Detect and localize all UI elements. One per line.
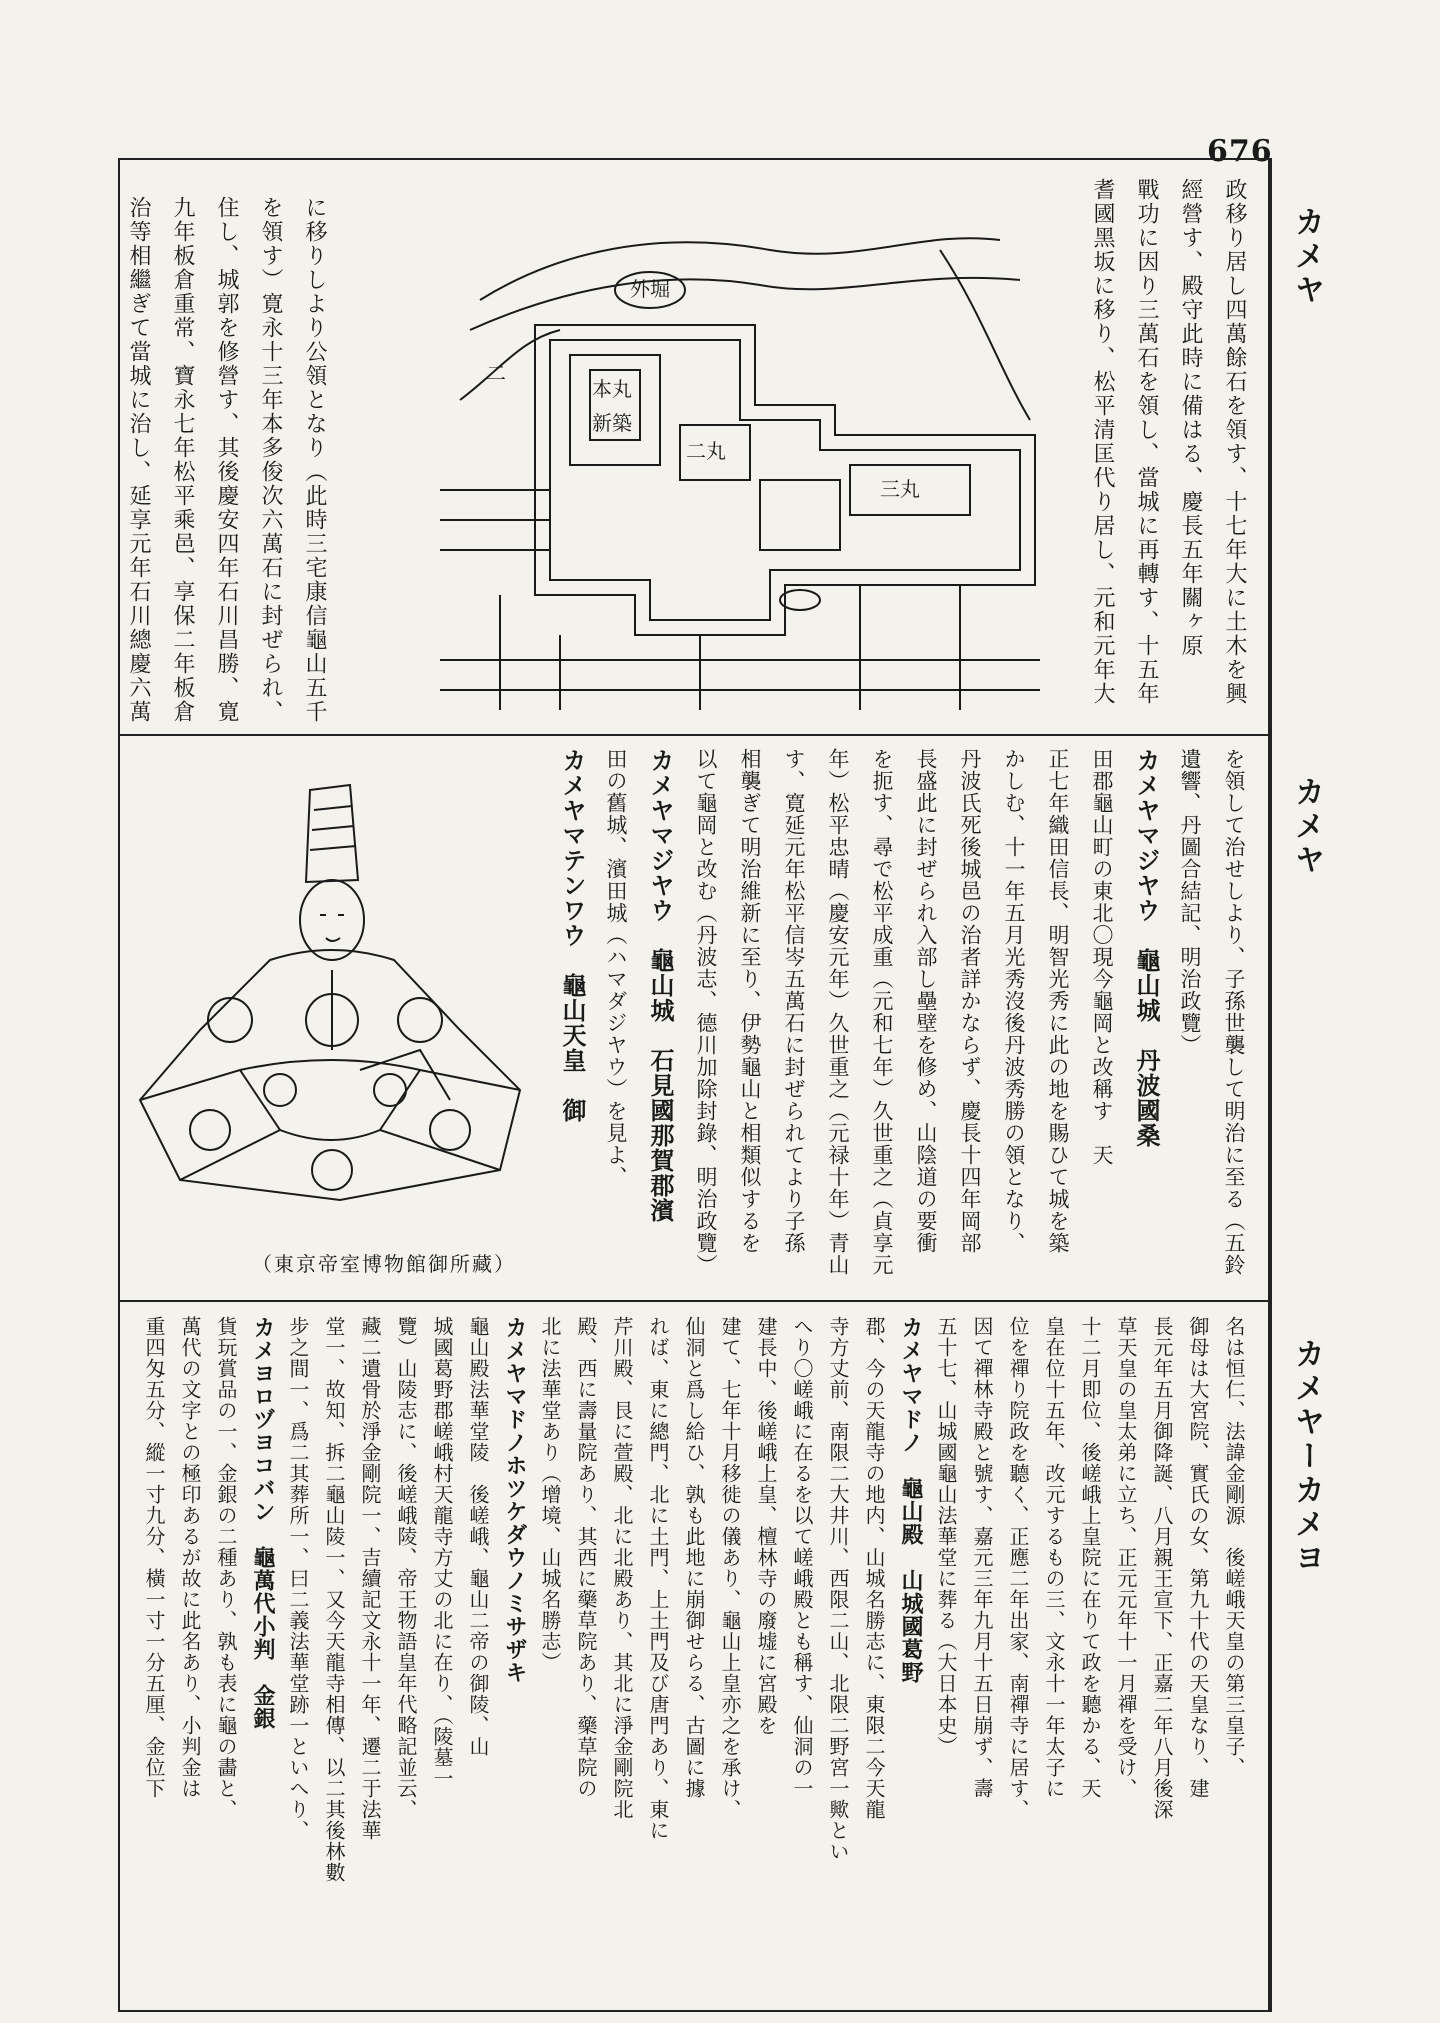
text-column: に移りしより公領となり（此時三宅康信龜山五千 — [302, 196, 327, 724]
text-column: 戰功に因り三萬石を領し、當城に再轉す、十五年 — [1134, 178, 1159, 706]
margin-rule — [1270, 158, 1272, 2012]
text-column: 丹波氏死後城邑の治者詳かならず、慶長十四年岡部 — [958, 748, 982, 1254]
text-column: 田郡龜山町の東北〇現今龜岡と改稱す 天 — [1090, 748, 1114, 1166]
text-column: 龜山殿法華堂陵 後嵯峨、龜山二帝の御陵、山 — [466, 1316, 490, 1757]
text-column: 覽）山陵志に、後嵯峨陵、帝王物語皇年代略記並云、 — [394, 1316, 418, 1820]
text-column: 建て、七年十月移徙の儀あり、龜山上皇亦之を承け、 — [718, 1316, 742, 1820]
text-column: 貨玩賞品の一、金銀の二種あり、孰も表に龜の畵と、 — [214, 1316, 238, 1820]
text-column: 殿、西に壽量院あり、其西に藥草院あり、藥草院の — [574, 1316, 598, 1799]
portrait-caption: （東京帝室博物館御所藏） — [252, 1252, 516, 1276]
text-column: 重四匁五分、縱一寸九分、橫一寸一分五厘、金位下 — [142, 1316, 166, 1799]
text-column: 治等相繼ぎて當城に治し、延享元年石川總慶六萬 — [126, 196, 151, 724]
text-column: 芹川殿、艮に萱殿、北に北殿あり、其北に淨金剛院北 — [610, 1316, 634, 1820]
text-column: 城國葛野郡嵯峨村天龍寺方丈の北に在り、（陵墓一 — [430, 1316, 454, 1789]
text-column: 五十七、山城國龜山法華堂に葬る（大日本史） — [934, 1316, 958, 1757]
text-column: 相襲ぎて明治維新に至り、伊勢龜山と相類似するを — [738, 748, 762, 1254]
emperor-portrait-figure — [120, 770, 540, 1230]
margin-header-top: カメヤ — [1289, 206, 1324, 308]
text-column: 經營す、殿守此時に備はる、慶長五年關ヶ原 — [1178, 178, 1203, 658]
text-column: 草天皇の皇太弟に立ち、正元元年十一月禪を受け、 — [1114, 1316, 1138, 1799]
entry-heading-kameyama-dono: カメヤマドノ 龜山殿 山城國葛野 — [898, 1316, 923, 1684]
text-column: 遺響、丹圖合結記、明治政覽） — [1178, 748, 1202, 1056]
text-column: 長盛此に封ぜられ入部し壘壁を修め、山陰道の要衝 — [914, 748, 938, 1254]
row-divider-1 — [118, 734, 1270, 736]
text-column: 住し、城郭を修營す、其後慶安四年石川昌勝、寛 — [214, 196, 239, 724]
text-column: 正七年織田信長、明智光秀に此の地を賜ひて城を築 — [1046, 748, 1070, 1254]
map-label: 外堀 — [630, 277, 670, 301]
text-column: 以て龜岡と改む（丹波志、德川加除封錄、明治政覽） — [694, 748, 718, 1276]
text-column: を領して治せしより、子孫世襲して明治に至る（五鈴 — [1222, 748, 1246, 1276]
text-column: 因て禪林寺殿と號す、嘉元三年九月十五日崩ず、壽 — [970, 1316, 994, 1799]
text-column: 位を禪り院政を聽く、正應二年出家、南禪寺に居す、 — [1006, 1316, 1030, 1820]
map-label: 二丸 — [686, 439, 726, 463]
text-column: す、寛延元年松平信岑五萬石に封ぜられてより子孫 — [782, 748, 806, 1254]
entry-heading-kameyama-tennou: カメヤマテンワウ 龜山天皇 御 — [558, 748, 586, 1123]
text-column: 皇在位十五年、改元するもの三、文永十一年太子に — [1042, 1316, 1066, 1799]
entry-heading-kameyorozuyo-koban: カメヨロヅヨコバン 龜萬代小判 金銀 — [250, 1316, 275, 1730]
page-number: 676 — [1207, 134, 1273, 169]
text-column: かしむ、十一年五月光秀沒後丹波秀勝の領となり、 — [1002, 748, 1026, 1254]
text-column: へり〇嵯峨に在るを以て嵯峨殿とも稱す、仙洞の一 — [790, 1316, 814, 1799]
entry-heading: カメヤマジヤウ 龜山城 丹波國桑 — [1132, 748, 1160, 1148]
text-column: 九年板倉重常、寶永七年松平乘邑、享保二年板倉 — [170, 196, 195, 724]
text-column: 年）松平忠晴（慶安元年）久世重之（元禄十年）青山 — [826, 748, 850, 1276]
text-column: 十二月即位、後嵯峨上皇院に在りて政を聽かる、天 — [1078, 1316, 1102, 1799]
text-column: を領す）寛永十三年本多俊次六萬石に封ぜられ、 — [258, 196, 283, 724]
map-label: 新築 — [592, 411, 632, 435]
text-column: 仙洞と爲し給ひ、孰も此地に崩御せらる、古圖に據 — [682, 1316, 706, 1799]
text-column: 藏二遺骨於淨金剛院一、吉續記文永十一年、遷二于法華 — [358, 1316, 382, 1841]
text-column: を扼す、尋で松平成重（元和七年）久世重之（貞享元 — [870, 748, 894, 1276]
text-column: 政移り居し四萬餘石を領す、十七年大に土木を興 — [1222, 178, 1247, 706]
margin-header-middle: カメヤ — [1289, 776, 1324, 878]
text-column: 步之間一、爲二其葬所一、曰二義法華堂跡一といへり、 — [286, 1316, 310, 1841]
map-label: 二 — [486, 361, 506, 385]
map-label: 本丸 — [592, 377, 632, 401]
text-column: 堂一、故知、拆二龜山陵一、又今天龍寺相傳、以二其後林數 — [322, 1316, 346, 1883]
entry-heading-misasagi: カメヤマドノホツケダウノミサザキ — [502, 1316, 527, 1684]
text-column: 名は恒仁、法諱金剛源 後嵯峨天皇の第三皇子、 — [1222, 1316, 1246, 1778]
text-column: 御母は大宮院、實氏の女、第九十代の天皇なり、建 — [1186, 1316, 1210, 1799]
map-label: 三丸 — [880, 477, 920, 501]
entry-heading-kameyama-jou-iwami: カメヤマジヤウ 龜山城 石見國那賀郡濱 — [646, 748, 674, 1223]
row-divider-2 — [118, 1300, 1270, 1302]
text-column: 長元年五月御降誕、八月親王宣下、正嘉二年八月後深 — [1150, 1316, 1174, 1820]
text-column: 田の舊城、濱田城（ハマダジヤウ）を見よ、 — [604, 748, 628, 1188]
text-column: 建長中、後嵯峨上皇、檀林寺の廢墟に宮殿を — [754, 1316, 778, 1736]
text-column: 萬代の文字との極印あるが故に此名あり、小判金は — [178, 1316, 202, 1799]
text-column: 北に法華堂あり（增境、山城名勝志） — [538, 1316, 562, 1673]
text-column: 郡、今の天龍寺の地内、山城名勝志に、東限二今天龍 — [862, 1316, 886, 1820]
text-column: 寺方丈前、南限二大井川、西限二山、北限二野宮一歟とい — [826, 1316, 850, 1862]
margin-header-bottom: カメヤーカメヨ — [1289, 1338, 1324, 1576]
text-column: 耆國黑坂に移り、松平清匡代り居し、元和元年大 — [1090, 178, 1115, 706]
castle-map-figure — [440, 190, 1040, 710]
text-column: れば、東に總門、北に土門、上土門及び唐門あり、東に — [646, 1316, 670, 1841]
